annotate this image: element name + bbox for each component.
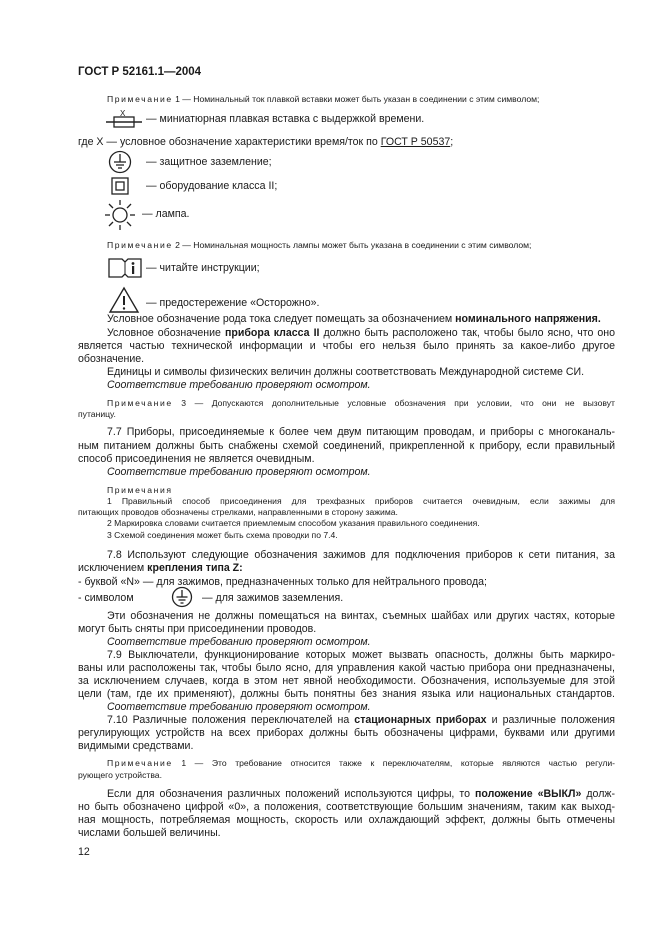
type-z-attachment-term: крепления типа Z: (147, 562, 243, 574)
class-ii-text-a: Условное обозначение (107, 327, 225, 339)
compliance-check-4 (107, 701, 371, 715)
note-label: Примечание (107, 398, 173, 408)
note-3-line-1 (107, 398, 615, 410)
clause-7-8-line-6: могут быть сняты при присоединении проводов. (78, 623, 317, 635)
clause-7-7-note-3: 3 Схемой соединения может быть схема проводки по 7.4. (107, 530, 338, 540)
clause-7-8-symbol-label: - символом (78, 592, 134, 604)
off-position-line-4: числами большей величины. (78, 827, 221, 839)
gost-50537-link[interactable]: ГОСТ Р 50537 (380, 136, 451, 148)
rated-voltage-term: номинального напряжения. (455, 313, 601, 325)
compliance-check-text: Соответствие требованию проверяют осмотром. (107, 701, 371, 713)
notes-heading: Примечания (107, 485, 173, 495)
off-position-line-1 (107, 788, 615, 802)
clause-7-9-line-2: ваны или расположены так, чтобы было ясно, для управления какой частью прибора они предназначены, (78, 662, 615, 674)
clause-7-8-line-2 (78, 562, 243, 576)
note-2 (107, 240, 531, 252)
protective-earth-icon (108, 150, 132, 174)
clause-7-7-note-1-line-1: 1 Правильный способ присоединения для трехфазных приборов считается очевидным, если зажимы для (107, 496, 615, 506)
note-label: Примечание (107, 94, 173, 104)
where-x-line (78, 136, 453, 150)
compliance-check-text: Соответствие требованию проверяют осмотром. (107, 636, 371, 648)
compliance-check-3 (107, 636, 371, 650)
clause-7-7-line-3: способ присоединения не является очевидным. (78, 453, 315, 465)
note-3-text: 3 — Допускаются дополнительные условные обозначения при условии, что они не вызовут (181, 398, 615, 408)
note-1-text: 1 — Номинальный ток плавкой вставки может быть указан в соединении с этим символом; (175, 94, 540, 104)
note-label: Примечание (107, 240, 173, 250)
stationary-appliances-term: стационарных приборах (354, 714, 487, 726)
compliance-check-text: Соответствие требованию проверяют осмотром. (107, 379, 371, 391)
note-label: Примечание (107, 758, 173, 768)
off-position-term: положение «ВЫКЛ» (475, 788, 582, 800)
instructions-book-icon (108, 257, 142, 279)
class-ii-text-b: должно быть расположено так, чтобы было ясно, что оно (319, 327, 616, 339)
where-x-suffix: ; (450, 136, 454, 148)
fuse-symbol-label: X (120, 109, 126, 118)
clause-7-7-note-1-line-2: питающих проводов обозначены стрелками, направленными в сторону зажима. (78, 507, 398, 517)
clause-7-7-line-2: ным питанием должны быть снабжены схемой соединений, прикрепленной к прибору, если правильный (78, 440, 615, 452)
compliance-check-2 (107, 466, 371, 480)
clause-7-8-earth-terminal: — для зажимов заземления. (202, 592, 344, 604)
current-type-paragraph (107, 313, 601, 327)
class-ii-term: прибора класса II (224, 327, 320, 339)
clause-7-8-neutral-terminal: - буквой «N» — для зажимов, предназначенных только для нейтрального провода; (78, 576, 487, 588)
clause-7-8-line-5: Эти обозначения не должны помещаться на винтах, съемных шайбах или других частях, которые (107, 610, 615, 622)
note-1 (107, 94, 539, 106)
lamp-icon (104, 199, 136, 231)
fuse-icon (104, 107, 144, 129)
compliance-check-text: Соответствие требованию проверяют осмотром. (107, 466, 371, 478)
off-position-text-a: Если для обозначения различных положений используются цифры, то (107, 788, 476, 800)
earth-description: — защитное заземление; (146, 156, 272, 168)
clause-7-7-note-2: 2 Маркировка словами считается приемлемым способом указания правильного соединения. (107, 518, 480, 528)
clause-7-9-line-1: 7.9 Выключатели, функционирование которых может вызвать опасность, должны быть маркиро- (107, 649, 615, 661)
class-ii-paragraph-line-3: обозначение. (78, 353, 145, 365)
clause-7-10-line-3: видимыми средствами. (78, 740, 194, 752)
fuse-description: — миниатюрная плавкая вставка с выдержкой времени. (146, 113, 425, 125)
clause-7-10-line-1 (107, 714, 615, 728)
clause-7-10-note-line-2: рующего устройства. (78, 770, 162, 780)
note-2-text: 2 — Номинальная мощность лампы может быть указана в соединении с этим символом; (175, 240, 532, 250)
where-x-text: где X — условное обозначение характеристики время/ток по (78, 136, 381, 148)
lamp-description: — лампа. (142, 208, 190, 220)
off-position-line-3: ная мощность, потребляемая мощность, скорость или охлаждающий эффект, должны быть отмечены (78, 814, 615, 826)
class-ii-paragraph-line-1 (107, 327, 615, 341)
current-type-text: Условное обозначение рода тока следует помещать за обозначением (107, 313, 456, 325)
class-ii-description: — оборудование класса II; (146, 180, 278, 192)
clause-7-10-text-a: 7.10 Различные положения переключателей на (107, 714, 355, 726)
compliance-check-1 (107, 379, 371, 393)
clause-7-7-line-1: 7.7 Приборы, присоединяемые к более чем двум питающим проводам, и приборы с многоканаль- (107, 426, 615, 438)
page-number: 12 (78, 846, 90, 858)
caution-description: — предостережение «Осторожно». (146, 297, 320, 309)
clause-7-10-note-line-1 (107, 758, 615, 770)
document-header: ГОСТ Р 52161.1—2004 (78, 66, 202, 78)
class-ii-paragraph-line-2: является частью технической информации и чтобы его нельзя было принять за какое-либо другое (78, 340, 615, 352)
instructions-description: — читайте инструкции; (146, 262, 260, 274)
off-position-line-2: но быть обозначено цифрой «0», а положения, соответствующие большим значениям, таким как выход- (78, 801, 615, 813)
caution-triangle-icon (109, 287, 139, 313)
off-position-text-b: долж- (581, 788, 615, 800)
clause-7-10-note-text: 1 — Это требование относится также к переключателям, которые являются частью регули- (181, 758, 615, 768)
clause-7-10-line-2: регулирующих устройств на всех приборах должны быть обозначены цифрами, буквами или другими (78, 727, 615, 739)
si-units-paragraph: Единицы и символы физических величин должны соответствовать Международной системе СИ. (107, 366, 585, 378)
clause-7-10-text-b: и различные положения (486, 714, 615, 726)
clause-7-8-line-1: 7.8 Используют следующие обозначения зажимов для подключения приборов к сети питания, за (107, 549, 615, 561)
note-3-line-2: путаницу. (78, 409, 116, 419)
earth-terminal-icon (171, 586, 193, 608)
clause-7-9-line-4: цели (там, где их применяют), должны быть понятны без знания языка или национальных стандартов. (78, 688, 615, 700)
clause-7-9-line-3: за исключением случаев, когда в этом нет явной необходимости. Обозначения, используемые для этой (78, 675, 615, 687)
clause-7-8-text: исключением (78, 562, 148, 574)
class-ii-icon (111, 177, 129, 195)
